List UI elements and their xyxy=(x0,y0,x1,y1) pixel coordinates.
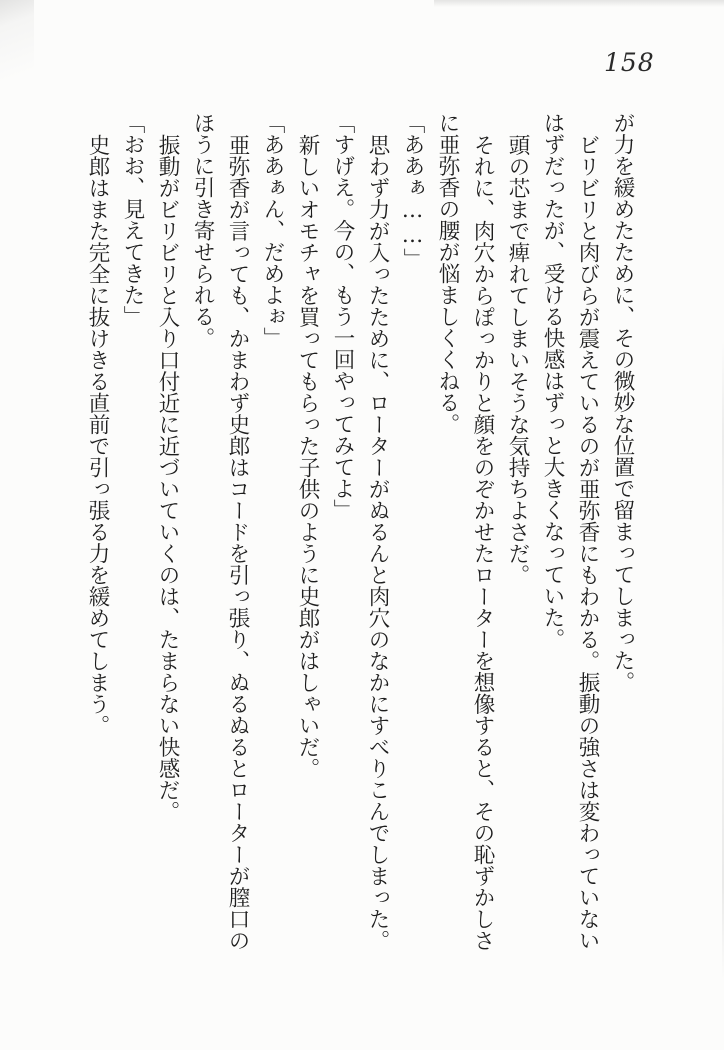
scan-edge-shadow xyxy=(434,0,724,7)
paragraph: が力を緩めたために、その微妙な位置で留まってしまった。 xyxy=(610,112,635,693)
scan-smudge xyxy=(0,0,34,140)
page-number: 158 xyxy=(604,48,655,77)
paragraph: 思わず力が入ったために、ローターがぬるんと肉穴のなかにすべりこんでしまった。 xyxy=(365,133,390,951)
paragraph: 新しいオモチャを買ってもらった子供のように史郎がはしゃいだ。 xyxy=(295,133,320,779)
paragraph: 亜弥香が言っても、かまわず史郎はコードを引っ張り、ぬるぬるとローターが膣口のほうに引き寄せられる。 xyxy=(190,112,250,951)
paragraph: 史郎はまた完全に抜けきる直前で引っ張る力を緩めてしまう。 xyxy=(85,133,110,736)
paragraph: 振動がビリビリと入り口付近に近づいていくのは、たまらない快感だ。 xyxy=(155,133,180,822)
paragraph-dialogue: 「ああぁん、だめよぉ」 xyxy=(260,112,285,349)
body-text xyxy=(80,112,640,957)
paragraph-dialogue: 「ああぁ……」 xyxy=(400,112,425,270)
paragraph-dialogue: 「おお、見えてきた」 xyxy=(120,112,145,327)
paragraph-dialogue: 「すげえ。今の、もう一回やってみてよ」 xyxy=(330,112,355,521)
paragraph: それに、肉穴からぽっかりと顔をのぞかせたローターを想像すると、その恥ずかしさに亜弥香の腰が悩ましくくねる。 xyxy=(435,112,495,951)
paragraph: 頭の芯まで痺れてしまいそうな気持ちよさだ。 xyxy=(505,133,530,585)
paragraph: ビリビリと肉びらが震えているのが亜弥香にもわかる。振動の強さは変わっていないはずだったが、受ける快感はずっと大きくなっていた。 xyxy=(540,112,600,951)
